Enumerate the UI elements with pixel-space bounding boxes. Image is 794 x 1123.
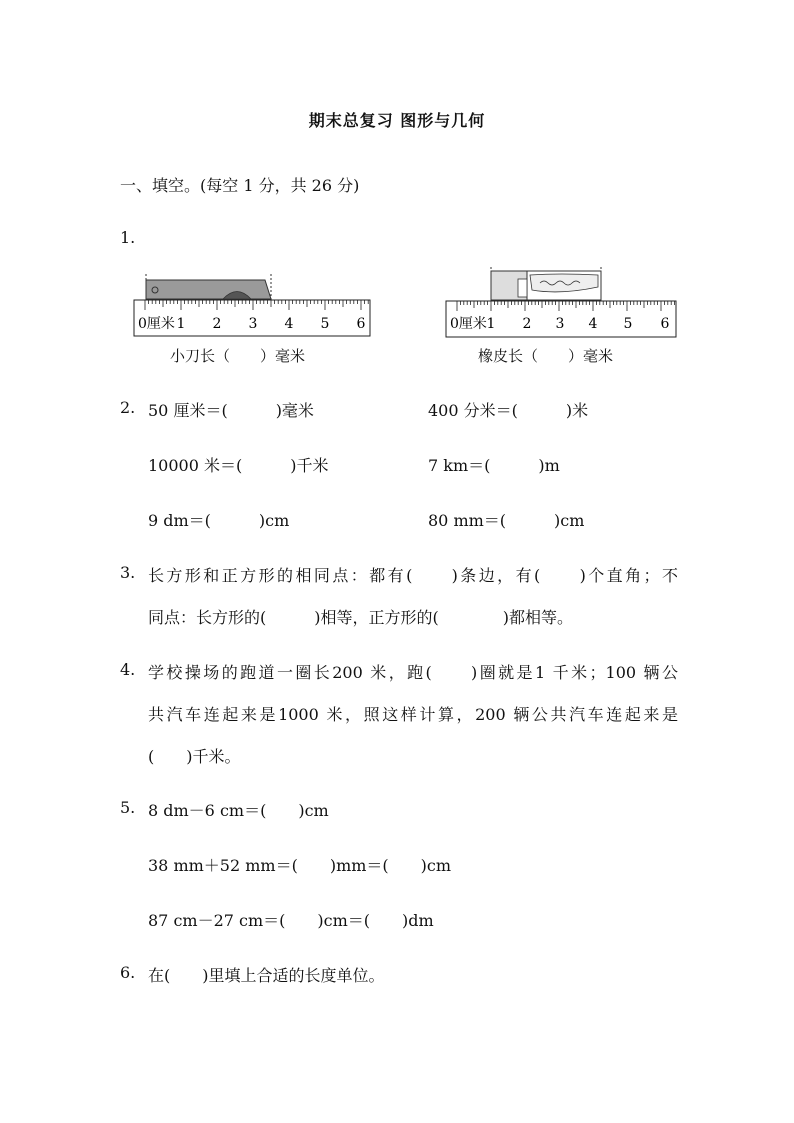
q2-item: 7 km＝( )m	[428, 456, 560, 475]
q4-line: 共汽车连起来是1000 米，照这样计算，200 辆公共汽车连起来是	[148, 705, 678, 724]
q3-line: 同点：长方形的( )相等，正方形的( )都相等。	[148, 608, 573, 627]
q5-line: 38 mm＋52 mm＝( )mm＝( )cm	[148, 856, 452, 875]
q5-line: 8 dm－6 cm＝( )cm	[148, 801, 329, 820]
question-5-number: 5.	[120, 798, 136, 817]
ruler-label-5: 5	[320, 316, 330, 332]
ruler-label-1: 1	[176, 316, 186, 332]
ruler-label-0: 0厘米	[138, 316, 175, 332]
ruler-label-2: 2	[212, 316, 222, 332]
ruler-label-6: 6	[356, 316, 366, 332]
question-6-number: 6.	[120, 963, 136, 982]
ruler-eraser-figure	[440, 265, 680, 340]
q2-item: 50 厘米＝( )毫米	[148, 401, 314, 420]
q2-item: 400 分米＝( )米	[428, 401, 589, 420]
q3-line: 长方形和正方形的相同点：都有( )条边，有( )个直角；不	[148, 566, 678, 585]
question-2-number: 2.	[120, 398, 136, 417]
ruler-label-4: 4	[284, 316, 294, 332]
ruler-label-4: 4	[588, 316, 598, 332]
q2-item: 80 mm＝( )cm	[428, 511, 585, 530]
ruler-label-6: 6	[660, 316, 670, 332]
ruler-knife-figure	[130, 270, 375, 340]
page-title: 期末总复习 图形与几何	[308, 111, 486, 130]
ruler-right	[446, 301, 676, 337]
section-heading: 一、填空。(每空 1 分，共 26 分)	[120, 176, 360, 195]
q6-line: 在( )里填上合适的长度单位。	[148, 966, 385, 985]
question-1-number: 1.	[120, 228, 136, 247]
eraser-caption: 橡皮长（ ）毫米	[478, 347, 614, 365]
question-3-number: 3.	[120, 563, 136, 582]
q2-item: 9 dm＝( )cm	[148, 511, 290, 530]
q4-line: ( )千米。	[148, 747, 241, 766]
q5-line: 87 cm－27 cm＝( )cm＝( )dm	[148, 911, 434, 930]
eraser-image	[491, 271, 601, 300]
ruler-label-5: 5	[623, 316, 633, 332]
ruler-label-3: 3	[555, 316, 565, 332]
ruler-label-3: 3	[248, 316, 258, 332]
question-4-number: 4.	[120, 660, 136, 679]
knife-image	[146, 280, 271, 299]
q2-item: 10000 米＝( )千米	[148, 456, 329, 475]
ruler-label-0: 0厘米	[450, 316, 487, 332]
ruler-left	[134, 300, 370, 336]
ruler-label-2: 2	[522, 316, 532, 332]
ruler-label-1: 1	[486, 316, 496, 332]
q4-line: 学校操场的跑道一圈长200 米，跑( )圈就是1 千米；100 辆公	[148, 663, 678, 682]
knife-caption: 小刀长（ ）毫米	[170, 347, 306, 365]
